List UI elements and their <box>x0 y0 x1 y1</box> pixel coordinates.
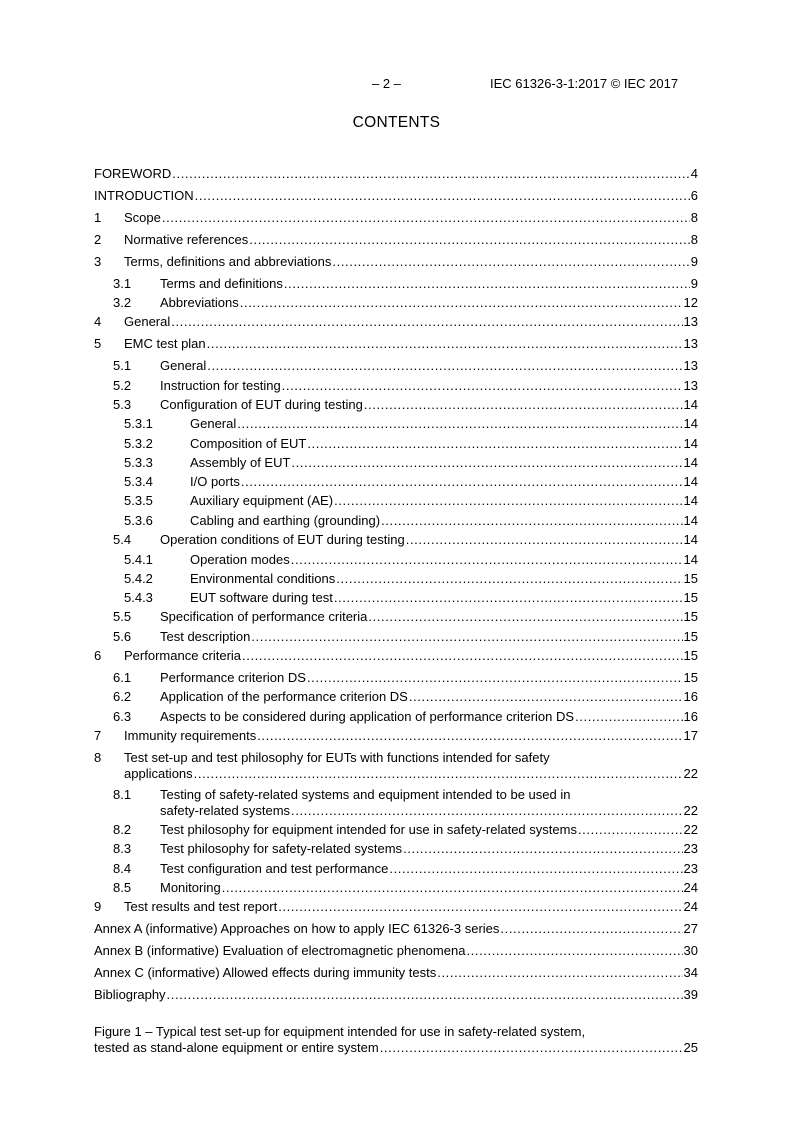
toc-entry-title: Cabling and earthing (grounding) <box>190 513 381 528</box>
toc-entry-number: 2 <box>94 232 102 247</box>
dot-leader <box>578 822 683 837</box>
toc-entry-number: 5.4.2 <box>124 571 153 586</box>
dot-leader <box>409 689 683 704</box>
toc-entry-title: Terms, definitions and abbreviations <box>124 254 332 269</box>
toc-entry-number: 9 <box>94 899 102 914</box>
toc-entry-page: 14 <box>683 436 698 451</box>
dot-leader <box>466 943 682 958</box>
toc-entry-title: Terms and definitions <box>160 276 283 291</box>
toc-entry[interactable] <box>94 397 698 412</box>
toc-entry-number: 5.1 <box>113 358 132 373</box>
toc-entry-number: 5.4 <box>113 532 132 547</box>
toc-entry[interactable] <box>94 513 698 528</box>
toc-entry[interactable] <box>94 899 698 914</box>
toc-entry-number: 5.3.4 <box>124 474 153 489</box>
dot-leader <box>381 513 682 528</box>
toc-entry[interactable] <box>94 987 698 1002</box>
toc-entry-page: 14 <box>683 455 698 470</box>
toc-entry-page: 23 <box>683 841 698 856</box>
toc-entry[interactable] <box>94 709 698 724</box>
toc-entry[interactable] <box>94 295 698 310</box>
dot-leader <box>575 709 682 724</box>
toc-entry-title: Operation conditions of EUT during testing <box>160 532 405 547</box>
toc-entry-page: 14 <box>683 493 698 508</box>
toc-entry-number: 8.4 <box>113 861 132 876</box>
toc-entry-page: 22 <box>683 766 698 781</box>
toc-entry-number: 1 <box>94 210 102 225</box>
toc-entry-number: 6.2 <box>113 689 132 704</box>
toc-entry-number: 5.2 <box>113 378 132 393</box>
toc-entry[interactable] <box>94 416 698 431</box>
toc-entry-title: Performance criteria <box>124 648 242 663</box>
toc-entry[interactable] <box>94 590 698 605</box>
toc-entry-title: Test description <box>160 629 251 644</box>
dot-leader <box>237 416 682 431</box>
toc-entry[interactable] <box>94 188 698 203</box>
toc-entry-page: 8 <box>690 232 698 247</box>
toc-entry[interactable] <box>94 728 698 743</box>
dot-leader <box>162 210 690 225</box>
toc-entry-page: 4 <box>690 166 698 181</box>
toc-entry[interactable] <box>94 841 698 856</box>
toc-entry[interactable] <box>94 552 698 567</box>
dot-leader <box>403 841 682 856</box>
toc-entry-number: 3 <box>94 254 102 269</box>
toc-entry-number: 7 <box>94 728 102 743</box>
dot-leader <box>171 314 682 329</box>
toc-entry[interactable] <box>94 232 698 247</box>
dot-leader <box>406 532 683 547</box>
toc-entry-title: Test philosophy for equipment intended for use in safety-related systems <box>160 822 577 837</box>
toc-entry[interactable] <box>94 921 698 936</box>
dot-leader <box>334 493 682 508</box>
dot-leader <box>194 766 683 781</box>
toc-entry-number: 5.6 <box>113 629 132 644</box>
toc-entry-title: Annex C (informative) Allowed effects during immunity tests <box>94 965 437 980</box>
toc-entry[interactable] <box>94 276 698 291</box>
dot-leader <box>282 378 683 393</box>
toc-entry[interactable] <box>94 493 698 508</box>
dot-leader <box>336 571 682 586</box>
toc-entry[interactable] <box>94 314 698 329</box>
toc-entry-page: 22 <box>683 803 698 818</box>
dot-leader <box>207 358 682 373</box>
toc-entry-page: 9 <box>690 276 698 291</box>
toc-entry-number: 5.3.5 <box>124 493 153 508</box>
toc-entry-title: Application of the performance criterion DS <box>160 689 408 704</box>
figure-entry-title: Figure 1 – Typical test set-up for equipment intended for use in safety-related system, <box>94 1024 586 1039</box>
toc-entry[interactable] <box>94 532 698 547</box>
toc-entry[interactable] <box>94 750 698 765</box>
toc-entry-page: 15 <box>683 571 698 586</box>
toc-entry[interactable] <box>94 254 698 269</box>
toc-entry-page: 13 <box>683 378 698 393</box>
toc-entry[interactable] <box>94 822 698 837</box>
toc-entry[interactable] <box>94 609 698 624</box>
toc-entry-page: 27 <box>683 921 698 936</box>
toc-entry-title: Specification of performance criteria <box>160 609 368 624</box>
toc-entry[interactable] <box>94 689 698 704</box>
toc-entry[interactable] <box>94 336 698 351</box>
toc-entry-page: 6 <box>690 188 698 203</box>
toc-entry-page: 15 <box>683 670 698 685</box>
dot-leader <box>380 1040 683 1055</box>
toc-entry[interactable] <box>94 648 698 663</box>
page-title: CONTENTS <box>352 114 441 131</box>
dot-leader <box>368 609 682 624</box>
toc-entry-page: 13 <box>683 336 698 351</box>
toc-entry-title: Auxiliary equipment (AE) <box>190 493 334 508</box>
toc-entry-title: FOREWORD <box>94 166 172 181</box>
toc-entry-page: 23 <box>683 861 698 876</box>
toc-entry-title: Performance criterion DS <box>160 670 306 685</box>
toc-entry[interactable] <box>94 880 698 895</box>
toc-entry[interactable] <box>94 474 698 489</box>
toc-entry-number: 6 <box>94 648 102 663</box>
dot-leader <box>364 397 683 412</box>
toc-entry-page: 15 <box>683 590 698 605</box>
toc-entry-title: Instruction for testing <box>160 378 281 393</box>
dot-leader <box>291 455 682 470</box>
toc-entry[interactable] <box>94 436 698 451</box>
toc-entry-page: 30 <box>683 943 698 958</box>
toc-entry-number: 8.2 <box>113 822 132 837</box>
dot-leader <box>437 965 682 980</box>
toc-entry-title: Aspects to be considered during application of performance criterion DS <box>160 709 575 724</box>
toc-entry-page: 14 <box>683 416 698 431</box>
dot-leader <box>500 921 682 936</box>
toc-entry-continuation[interactable] <box>94 803 698 818</box>
toc-entry-page: 24 <box>683 899 698 914</box>
toc-entry-title: I/O ports <box>190 474 240 489</box>
toc-entry-page: 8 <box>690 210 698 225</box>
toc-entry[interactable] <box>94 166 698 181</box>
dot-leader <box>257 728 682 743</box>
dot-leader <box>222 880 683 895</box>
toc-entry-title: Testing of safety-related systems and equipment intended to be used in <box>160 787 571 802</box>
dot-leader <box>207 336 683 351</box>
toc-entry-title: Configuration of EUT during testing <box>160 397 363 412</box>
toc-entry-number: 6.3 <box>113 709 132 724</box>
dot-leader <box>278 899 682 914</box>
toc-entry-page: 12 <box>683 295 698 310</box>
toc-entry-title: Environmental conditions <box>190 571 336 586</box>
dot-leader <box>167 987 683 1002</box>
toc-entry-number: 5.3.6 <box>124 513 153 528</box>
dot-leader <box>242 648 682 663</box>
toc-entry-title: Monitoring <box>160 880 221 895</box>
toc-entry[interactable] <box>94 861 698 876</box>
toc-entry[interactable] <box>94 629 698 644</box>
dot-leader <box>291 803 682 818</box>
toc-entry-number: 3.1 <box>113 276 132 291</box>
toc-entry-page: 15 <box>683 629 698 644</box>
toc-entry-page: 13 <box>683 314 698 329</box>
dot-leader <box>291 552 683 567</box>
toc-entry-page: 39 <box>683 987 698 1002</box>
figure-entry-continuation[interactable] <box>94 1040 698 1055</box>
toc-entry-title: Composition of EUT <box>190 436 307 451</box>
toc-entry-title: General <box>124 314 171 329</box>
toc-entry-number: 5.4.1 <box>124 552 153 567</box>
figure-entry-title-continuation: tested as stand-alone equipment or entire system <box>94 1040 379 1055</box>
toc-entry[interactable] <box>94 787 698 802</box>
dot-leader <box>334 590 683 605</box>
toc-entry-number: 5.3.3 <box>124 455 153 470</box>
toc-entry-number: 5.4.3 <box>124 590 153 605</box>
toc-entry-title: Test results and test report <box>124 899 278 914</box>
toc-entry-title: Operation modes <box>190 552 290 567</box>
toc-entry-title: General <box>160 358 207 373</box>
toc-entry-title: Assembly of EUT <box>190 455 291 470</box>
toc-entry[interactable] <box>94 571 698 586</box>
toc-entry-page: 14 <box>683 532 698 547</box>
dot-leader <box>241 474 683 489</box>
page-number: – 2 – <box>372 76 401 91</box>
toc-entry-number: 8.1 <box>113 787 132 802</box>
dot-leader <box>240 295 683 310</box>
standard-reference: IEC 61326-3-1:2017 © IEC 2017 <box>490 76 679 91</box>
toc-entry-page: 14 <box>683 474 698 489</box>
toc-entry[interactable] <box>94 358 698 373</box>
toc-entry-page: 9 <box>690 254 698 269</box>
toc-entry-continuation[interactable] <box>94 766 698 781</box>
dot-leader <box>195 188 690 203</box>
toc-entry-title: Test set-up and test philosophy for EUTs with functions intended for safety <box>124 750 550 765</box>
toc-entry[interactable] <box>94 670 698 685</box>
toc-entry-title: Annex A (informative) Approaches on how to apply IEC 61326-3 series <box>94 921 500 936</box>
toc-entry-number: 8.5 <box>113 880 132 895</box>
dot-leader <box>251 629 682 644</box>
toc-entry-page: 15 <box>683 609 698 624</box>
toc-entry-title: EMC test plan <box>124 336 206 351</box>
toc-entry[interactable] <box>94 455 698 470</box>
toc-entry-page: 17 <box>683 728 698 743</box>
toc-entry-title: Abbreviations <box>160 295 239 310</box>
toc-entry-page: 16 <box>683 709 698 724</box>
toc-entry-page: 16 <box>683 689 698 704</box>
toc-entry-title: General <box>190 416 237 431</box>
toc-entry-title: Bibliography <box>94 987 166 1002</box>
toc-entry-page: 14 <box>683 397 698 412</box>
toc-entry-title: EUT software during test <box>190 590 333 605</box>
toc-entry-page: 13 <box>683 358 698 373</box>
toc-entry-page: 24 <box>683 880 698 895</box>
toc-entry-title: Scope <box>124 210 161 225</box>
toc-entry-title-continuation: applications <box>124 766 193 781</box>
toc-entry-title: Test philosophy for safety-related systems <box>160 841 403 856</box>
dot-leader <box>172 166 689 181</box>
figure-entry[interactable] <box>94 1024 698 1039</box>
toc-entry-number: 5.3 <box>113 397 132 412</box>
toc-entry-number: 5.3.2 <box>124 436 153 451</box>
toc-entry-number: 8 <box>94 750 102 765</box>
toc-entry-title: Immunity requirements <box>124 728 257 743</box>
toc-entry-number: 4 <box>94 314 102 329</box>
dot-leader <box>249 232 689 247</box>
toc-entry-page: 14 <box>683 552 698 567</box>
dot-leader <box>332 254 689 269</box>
toc-entry-page: 22 <box>683 822 698 837</box>
dot-leader <box>307 436 682 451</box>
toc-entry-page: 14 <box>683 513 698 528</box>
toc-entry-number: 5 <box>94 336 102 351</box>
figure-entry-page: 25 <box>683 1040 698 1055</box>
dot-leader <box>307 670 683 685</box>
toc-entry[interactable] <box>94 210 698 225</box>
toc-entry-number: 5.3.1 <box>124 416 153 431</box>
toc-entry-page: 15 <box>683 648 698 663</box>
toc-entry-title: Test configuration and test performance <box>160 861 389 876</box>
toc-entry[interactable] <box>94 378 698 393</box>
toc-entry-title: Normative references <box>124 232 249 247</box>
toc-entry[interactable] <box>94 965 698 980</box>
toc-entry-number: 5.5 <box>113 609 132 624</box>
toc-entry-title: Annex B (informative) Evaluation of electromagnetic phenomena <box>94 943 466 958</box>
dot-leader <box>389 861 682 876</box>
toc-entry-title: INTRODUCTION <box>94 188 194 203</box>
toc-entry-number: 8.3 <box>113 841 132 856</box>
toc-entry-title-continuation: safety-related systems <box>160 803 291 818</box>
toc-entry-page: 34 <box>683 965 698 980</box>
toc-entry-number: 3.2 <box>113 295 132 310</box>
toc-entry[interactable] <box>94 943 698 958</box>
dot-leader <box>284 276 690 291</box>
toc-entry-number: 6.1 <box>113 670 132 685</box>
